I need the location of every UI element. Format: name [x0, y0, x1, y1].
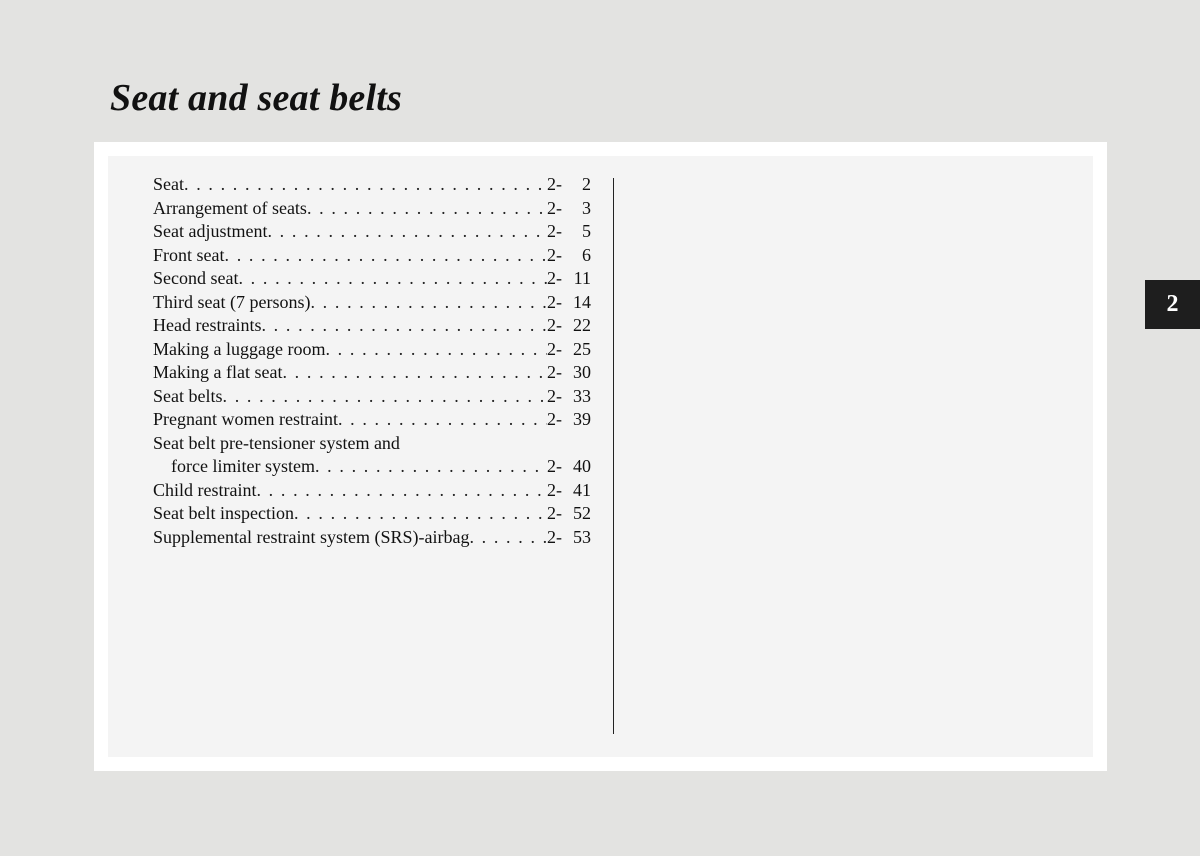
dot-leader: [307, 198, 547, 219]
toc-entry-seat-belts[interactable]: [153, 386, 591, 410]
toc-entry-seat-adjustment[interactable]: [153, 221, 591, 245]
toc-page-prefix: 2-: [547, 338, 562, 359]
toc-page-number: 6: [582, 244, 591, 265]
content-frame: [94, 142, 1107, 771]
toc-entry-seat-belt-inspection[interactable]: [153, 503, 591, 527]
toc-page-prefix: 2-: [547, 503, 562, 523]
dot-leader: [310, 292, 547, 313]
page-title: Seat and seat belts: [110, 77, 402, 119]
toc-page-number: 22: [573, 315, 591, 335]
toc-entry-label-continuation: force limiter system: [171, 456, 315, 476]
toc-entry-pretensioner-continuation[interactable]: [153, 456, 591, 480]
toc-page-prefix: 2-: [547, 291, 562, 312]
toc-page-number: 14: [573, 291, 591, 312]
toc-entry-label: Third seat (7 persons): [153, 291, 311, 312]
toc-page-prefix: 2-: [547, 362, 562, 382]
toc-page-prefix: 2-: [547, 268, 562, 288]
toc-page-prefix: 2-: [547, 174, 562, 194]
toc-panel: [108, 156, 1093, 757]
toc-page-prefix: 2-: [547, 197, 562, 218]
toc-entry-label: Making a flat seat: [153, 362, 283, 382]
toc-page-prefix: 2-: [547, 315, 562, 335]
toc-page-prefix: 2-: [547, 244, 562, 265]
dot-leader: [238, 268, 547, 289]
toc-page-number: 53: [573, 526, 591, 547]
dot-leader: [315, 456, 547, 477]
toc-entry-label: Second seat: [153, 268, 239, 288]
toc-entry-label: Seat adjustment: [153, 221, 268, 241]
toc-entry-child-restraint[interactable]: [153, 480, 591, 504]
toc-entry-arrangement-of-seats[interactable]: [153, 198, 591, 222]
chapter-number: 2: [1166, 291, 1179, 317]
toc-page-number: 33: [573, 385, 591, 406]
toc-page-number: 41: [573, 479, 591, 500]
column-divider: [613, 178, 614, 734]
toc-entry-label: Arrangement of seats: [153, 197, 307, 218]
dot-leader: [338, 409, 547, 430]
toc-entry-label: Seat belts: [153, 385, 223, 406]
dot-leader: [282, 362, 547, 383]
chapter-tab: [1145, 280, 1200, 329]
toc-entry-third-seat[interactable]: [153, 292, 591, 316]
toc-entry-label: Front seat: [153, 244, 225, 265]
toc-entry-label: Seat: [153, 174, 184, 194]
toc-page-prefix: 2-: [547, 221, 562, 241]
toc-page-number: 5: [582, 221, 591, 241]
dot-leader: [256, 480, 547, 501]
toc-page-number: 40: [573, 456, 591, 476]
toc-entry-making-a-luggage-room[interactable]: [153, 339, 591, 363]
toc-entry-front-seat[interactable]: [153, 245, 591, 269]
toc-entry-label: Supplemental restraint system (SRS)-airbag: [153, 526, 470, 547]
toc-entry-pretensioner-first-line[interactable]: [153, 433, 591, 457]
toc-entry-label: Seat belt inspection: [153, 503, 294, 523]
toc-page-prefix: 2-: [547, 526, 562, 547]
toc-page-prefix: 2-: [547, 479, 562, 500]
table-of-contents: [153, 174, 591, 550]
toc-page-number: 52: [573, 503, 591, 523]
toc-page-prefix: 2-: [547, 385, 562, 406]
dot-leader: [325, 339, 547, 360]
toc-entry-label: Child restraint: [153, 479, 257, 500]
toc-entry-seat[interactable]: [153, 174, 591, 198]
toc-page-number: 2: [582, 174, 591, 194]
toc-page-number: 11: [573, 268, 591, 288]
toc-entry-label: Seat belt pre-tensioner system and: [153, 432, 400, 453]
dot-leader: [223, 386, 548, 407]
toc-page-prefix: 2-: [547, 456, 562, 476]
toc-entry-making-a-flat-seat[interactable]: [153, 362, 591, 386]
dot-leader: [225, 245, 548, 266]
toc-entry-srs-airbag[interactable]: [153, 527, 591, 551]
toc-entry-label: Making a luggage room: [153, 338, 326, 359]
dot-leader: [294, 503, 547, 524]
toc-page-number: 25: [573, 338, 591, 359]
toc-page-number: 3: [582, 197, 591, 218]
toc-entry-label: Pregnant women restraint: [153, 409, 338, 429]
toc-entry-pregnant-women-restraint[interactable]: [153, 409, 591, 433]
dot-leader: [469, 527, 547, 548]
toc-page-prefix: 2-: [547, 409, 562, 429]
toc-entry-second-seat[interactable]: [153, 268, 591, 292]
toc-entry-head-restraints[interactable]: [153, 315, 591, 339]
dot-leader: [184, 174, 547, 195]
dot-leader: [261, 315, 547, 336]
dot-leader: [267, 221, 547, 242]
toc-page-number: 30: [573, 362, 591, 382]
toc-page-number: 39: [573, 409, 591, 429]
toc-entry-label: Head restraints: [153, 315, 262, 335]
